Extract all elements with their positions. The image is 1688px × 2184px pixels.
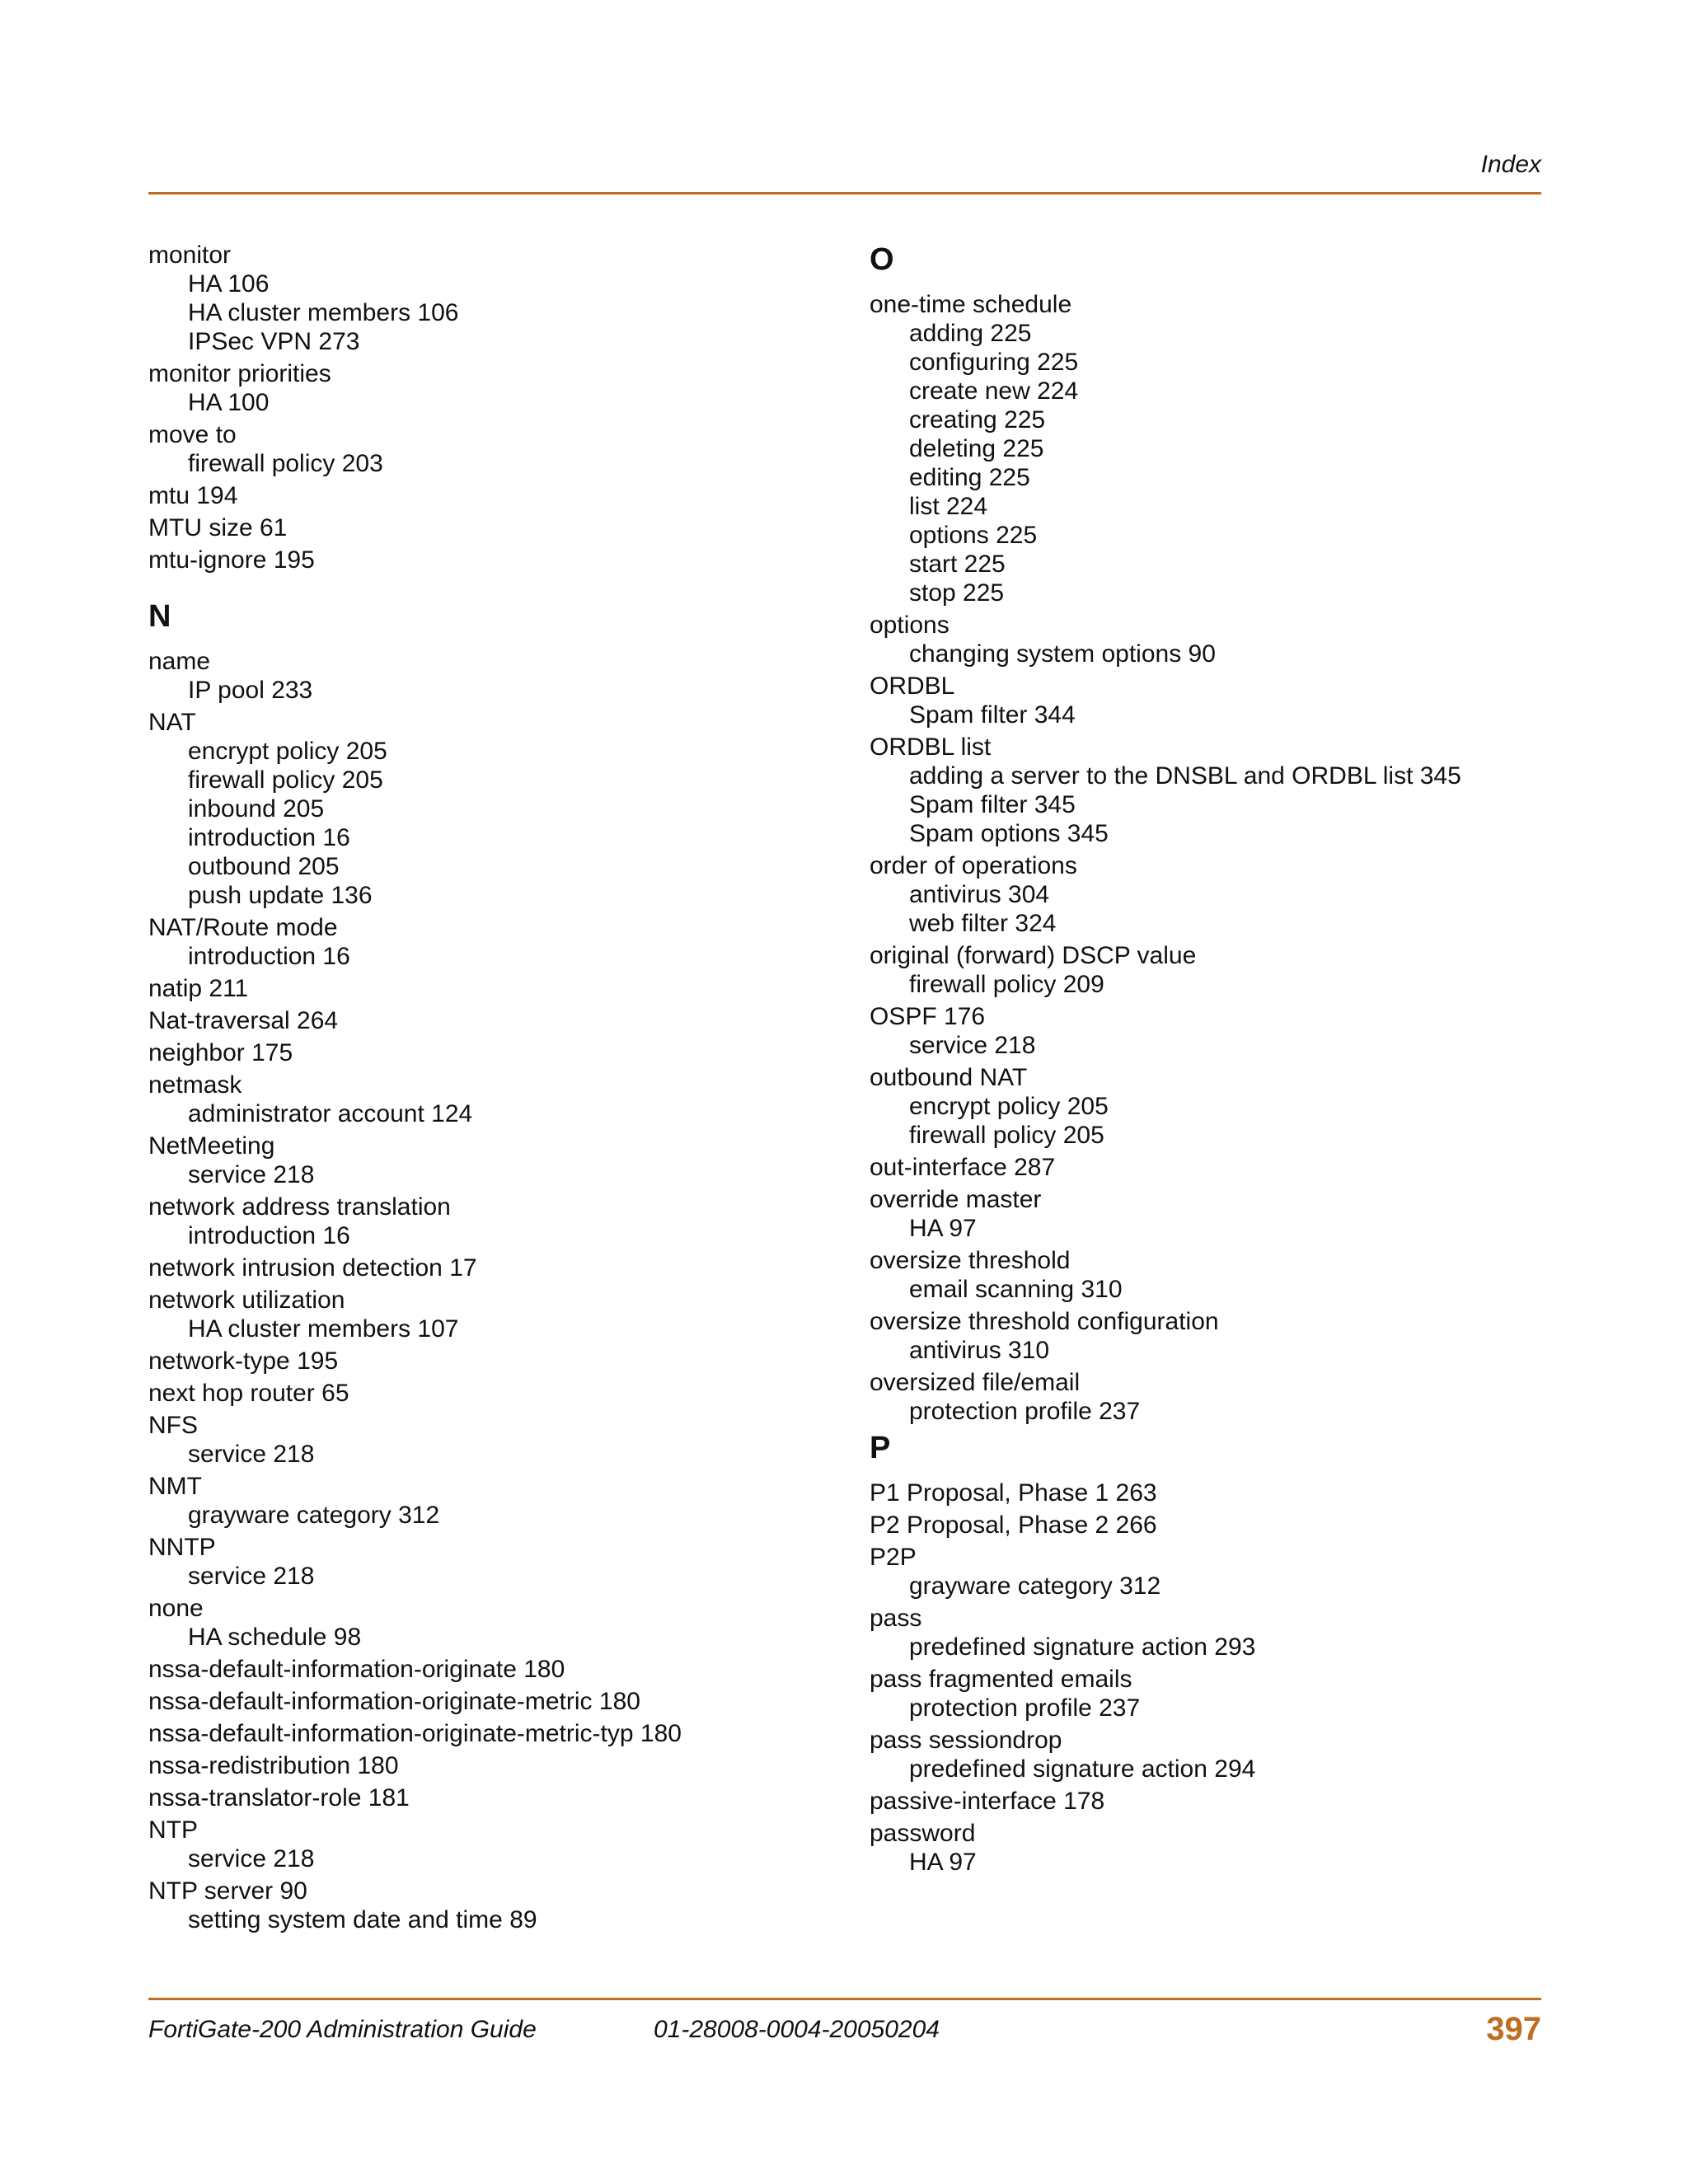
- index-term: move to: [148, 421, 237, 448]
- index-term: nssa-default-information-originate 180: [148, 1656, 565, 1683]
- index-entry: [870, 290, 1541, 607]
- index-term: NAT: [148, 709, 196, 736]
- header-rule: [148, 192, 1541, 194]
- index-entry: [148, 974, 841, 1003]
- index-subentry: IP pool 233: [188, 677, 313, 704]
- index-term: pass fragmented emails: [870, 1666, 1132, 1693]
- section-letter-o: O: [870, 242, 894, 277]
- index-entry: [148, 359, 841, 417]
- index-term: password: [870, 1820, 976, 1847]
- index-entry: [148, 1533, 841, 1591]
- index-entry: [148, 1687, 841, 1716]
- index-term: NAT/Route mode: [148, 914, 338, 941]
- index-term: original (forward) DSCP value: [870, 942, 1197, 969]
- index-entry: [870, 1604, 1541, 1661]
- index-entry: [870, 1543, 1541, 1601]
- index-subentry: configuring 225: [909, 349, 1079, 376]
- index-entry: [870, 672, 1541, 729]
- index-term: mtu-ignore 195: [148, 546, 315, 574]
- footer-rule: [148, 1998, 1541, 2000]
- page-footer: [148, 2011, 1541, 2052]
- index-subentry: antivirus 310: [909, 1337, 1050, 1364]
- index-subentry: HA schedule 98: [188, 1624, 362, 1651]
- index-subentry: creating 225: [909, 406, 1046, 434]
- index-entry: [148, 647, 841, 705]
- index-subentry: HA 97: [909, 1849, 977, 1876]
- index-term: pass: [870, 1605, 922, 1632]
- index-entry: [870, 1726, 1541, 1783]
- index-column-right: [870, 241, 1541, 1880]
- index-entry: [148, 1655, 841, 1684]
- index-subentry: email scanning 310: [909, 1276, 1123, 1303]
- index-subentry: start 225: [909, 551, 1006, 578]
- index-entry: [148, 1411, 841, 1469]
- index-subentry: introduction 16: [188, 824, 350, 851]
- index-entry: [870, 1819, 1541, 1877]
- section-letter-n: N: [148, 599, 171, 634]
- index-subentry: antivirus 304: [909, 881, 1050, 908]
- index-entry: [870, 1479, 1541, 1507]
- index-entry: [148, 1132, 841, 1189]
- index-subentry: grayware category 312: [909, 1572, 1161, 1600]
- index-subentry: Spam filter 345: [909, 791, 1076, 818]
- section-letter-p: P: [870, 1431, 891, 1465]
- index-entry: [870, 1002, 1541, 1060]
- index-subentry: protection profile 237: [909, 1398, 1141, 1425]
- index-term: NetMeeting: [148, 1132, 275, 1160]
- index-subentry: predefined signature action 294: [909, 1755, 1256, 1783]
- index-entry: [148, 241, 841, 356]
- index-entry: [148, 481, 841, 510]
- index-entry: [870, 1665, 1541, 1722]
- index-subentry: service 218: [188, 1161, 315, 1188]
- index-entry: [870, 611, 1541, 668]
- index-term: NFS: [148, 1412, 198, 1439]
- index-subentry: firewall policy 209: [909, 971, 1104, 998]
- index-entry: [148, 1038, 841, 1067]
- index-entry: [870, 1307, 1541, 1365]
- page-number: 397: [1486, 2011, 1541, 2047]
- index-subentry: administrator account 124: [188, 1100, 473, 1127]
- index-entry: [870, 851, 1541, 938]
- index-subentry: create new 224: [909, 377, 1079, 405]
- index-term: NTP server 90: [148, 1877, 307, 1905]
- index-entry: [148, 1347, 841, 1376]
- index-subentry: service 218: [188, 1563, 315, 1590]
- index-column-left: [148, 241, 841, 1938]
- index-subentry: inbound 205: [188, 795, 325, 823]
- index-entry: [148, 1719, 841, 1748]
- index-term: network address translation: [148, 1193, 451, 1221]
- index-term: neighbor 175: [148, 1039, 293, 1066]
- index-term: order of operations: [870, 852, 1077, 879]
- index-term: OSPF 176: [870, 1003, 986, 1030]
- index-entry: [148, 1594, 841, 1652]
- index-term: nssa-default-information-originate-metric-typ 180: [148, 1720, 682, 1747]
- index-entry: [870, 1185, 1541, 1243]
- index-entry: [148, 1379, 841, 1408]
- index-entry: [870, 1246, 1541, 1304]
- index-subentry: grayware category 312: [188, 1502, 440, 1529]
- index-subentry: editing 225: [909, 464, 1030, 491]
- index-term: network intrusion detection 17: [148, 1254, 477, 1282]
- index-term: outbound NAT: [870, 1064, 1028, 1091]
- index-subentry: HA cluster members 107: [188, 1315, 459, 1343]
- index-term: NMT: [148, 1473, 202, 1500]
- index-subentry: Spam options 345: [909, 820, 1109, 847]
- index-term: monitor priorities: [148, 360, 331, 387]
- index-subentry: service 218: [909, 1032, 1036, 1059]
- index-subentry: push update 136: [188, 882, 373, 909]
- index-entry: [148, 1193, 841, 1250]
- index-subentry: firewall policy 205: [188, 766, 383, 794]
- footer-document-code: 01-28008-0004-20050204: [654, 2016, 940, 2043]
- index-subentry: service 218: [188, 1845, 315, 1872]
- index-term: ORDBL: [870, 673, 955, 700]
- index-term: override master: [870, 1186, 1042, 1213]
- index-entry: [870, 1153, 1541, 1182]
- index-term: NNTP: [148, 1534, 216, 1561]
- index-term: natip 211: [148, 975, 249, 1002]
- index-subentry: list 224: [909, 493, 988, 520]
- index-term: netmask: [148, 1071, 242, 1099]
- index-subentry: adding a server to the DNSBL and ORDBL list 345: [909, 762, 1461, 790]
- index-subentry: web filter 324: [909, 910, 1057, 937]
- index-subentry: HA 106: [188, 270, 270, 298]
- index-entry: [870, 941, 1541, 999]
- index-entry: [148, 913, 841, 971]
- index-subentry: outbound 205: [188, 853, 340, 880]
- index-entry: [148, 1286, 841, 1343]
- index-subentry: options 225: [909, 522, 1038, 549]
- index-entry: [148, 1472, 841, 1530]
- index-entry: [148, 1071, 841, 1128]
- index-entry: [870, 1063, 1541, 1150]
- index-entry: [148, 513, 841, 542]
- index-subentry: service 218: [188, 1441, 315, 1468]
- index-subentry: HA 97: [909, 1215, 977, 1242]
- index-entry: [870, 733, 1541, 848]
- index-term: mtu 194: [148, 482, 238, 509]
- index-subentry: encrypt policy 205: [909, 1093, 1109, 1120]
- index-subentry: predefined signature action 293: [909, 1633, 1256, 1661]
- index-term: options: [870, 612, 950, 639]
- index-subentry: firewall policy 205: [909, 1122, 1104, 1149]
- index-subentry: changing system options 90: [909, 640, 1216, 668]
- index-entry: [148, 1816, 841, 1873]
- index-entry: [870, 1511, 1541, 1540]
- index-term: network utilization: [148, 1286, 345, 1314]
- index-term: NTP: [148, 1816, 198, 1844]
- index-term: oversized file/email: [870, 1369, 1081, 1396]
- index-term: Nat-traversal 264: [148, 1007, 339, 1034]
- index-subentry: deleting 225: [909, 435, 1044, 462]
- index-entry: [870, 1787, 1541, 1816]
- index-term: P2P: [870, 1544, 917, 1571]
- index-term: network-type 195: [148, 1347, 339, 1375]
- index-entry: [870, 1368, 1541, 1426]
- index-entry: [148, 1877, 841, 1934]
- index-subentry: encrypt policy 205: [188, 738, 387, 765]
- index-subentry: protection profile 237: [909, 1694, 1141, 1722]
- index-term: nssa-redistribution 180: [148, 1752, 399, 1779]
- index-term: P2 Proposal, Phase 2 266: [870, 1511, 1157, 1539]
- index-subentry: HA cluster members 106: [188, 299, 459, 326]
- index-term: none: [148, 1595, 204, 1622]
- index-entry: [148, 1751, 841, 1780]
- index-subentry: setting system date and time 89: [188, 1906, 537, 1933]
- index-term: oversize threshold configuration: [870, 1308, 1219, 1335]
- index-term: name: [148, 648, 211, 675]
- footer-guide-title: FortiGate-200 Administration Guide: [148, 2016, 537, 2043]
- index-subentry: adding 225: [909, 320, 1032, 347]
- index-term: oversize threshold: [870, 1247, 1071, 1274]
- index-entry: [148, 708, 841, 910]
- index-subentry: introduction 16: [188, 1222, 350, 1249]
- index-term: next hop router 65: [148, 1380, 349, 1407]
- index-subentry: Spam filter 344: [909, 701, 1076, 729]
- index-term: monitor: [148, 241, 232, 269]
- index-term: nssa-translator-role 181: [148, 1784, 410, 1811]
- index-subentry: firewall policy 203: [188, 450, 383, 477]
- index-entry: [148, 1006, 841, 1035]
- index-entry: [148, 1783, 841, 1812]
- index-term: one-time schedule: [870, 291, 1072, 318]
- index-entry: [148, 420, 841, 478]
- index-term: MTU size 61: [148, 514, 288, 541]
- index-entry: [148, 546, 841, 574]
- index-subentry: HA 100: [188, 389, 270, 416]
- index-subentry: IPSec VPN 273: [188, 328, 360, 355]
- index-entry: [148, 1254, 841, 1282]
- index-term: passive-interface 178: [870, 1788, 1105, 1815]
- index-term: P1 Proposal, Phase 1 263: [870, 1479, 1157, 1507]
- index-term: out-interface 287: [870, 1154, 1056, 1181]
- index-subentry: stop 225: [909, 579, 1005, 607]
- index-subentry: introduction 16: [188, 943, 350, 970]
- running-header: Index: [1480, 151, 1541, 178]
- index-term: pass sessiondrop: [870, 1727, 1062, 1754]
- index-term: nssa-default-information-originate-metric 180: [148, 1688, 640, 1715]
- index-term: ORDBL list: [870, 733, 992, 761]
